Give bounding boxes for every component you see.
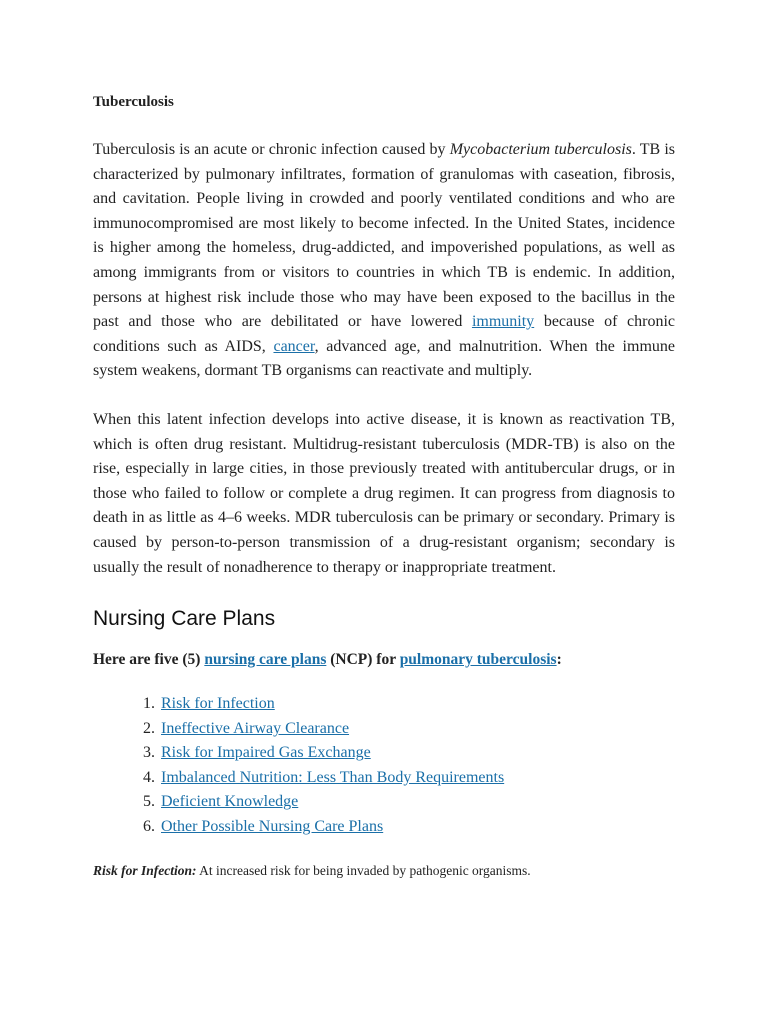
paragraph-intro-text-2: . TB is characterized by pulmonary infiltrates, formation of granulomas with caseation, fibrosis, and cavitation. People living in crowded and poorly ventilated conditions and who are immunocompromised are most likely to become infected. In the United States, incidence is higher among the homeless, drug-addicted, and impoverished populations, as well as among immigrants from or visitors to countries in which TB is endemic. In addition, persons at highest risk include those who may have been exposed to the bacillus in the past and those who are debilitated or have lowered: [93, 141, 676, 331]
care-plan-link-airway-clearance[interactable]: Ineffective Airway Clearance: [161, 719, 350, 737]
care-plans-list: [93, 692, 675, 840]
nursing-care-plans-link[interactable]: nursing care plans: [204, 651, 327, 669]
list-item: [159, 766, 675, 791]
paragraph-intro-text-3: because of chronic conditions such as AIDS,: [93, 313, 675, 355]
cancer-link[interactable]: cancer: [273, 337, 315, 355]
paragraph-reactivation: When this latent infection develops into active disease, it is known as reactivation TB, which is often drug resistant. Multidrug-resistant tuberculosis (MDR-TB) is also on the rise, especially in large cities, in those previously treated with antitubercular drugs, or in those who failed to follow or complete a drug regimen. It can progress from diagnosis to death in as little as 4–6 weeks. MDR tuberculosis can be primary or secondary. Primary is caused by person-to-person transmission of a drug-resistant organism; secondary is usually the result of nonadherence to therapy or inappropriate treatment.: [93, 410, 675, 576]
immunity-link[interactable]: immunity: [471, 313, 535, 331]
definition-text: At increased risk for being invaded by pathogenic organisms.: [196, 862, 531, 878]
definition-term: Risk for Infection:: [93, 862, 197, 878]
document-title: Tuberculosis: [93, 94, 174, 110]
document-page: [93, 90, 675, 882]
species-name: Mycobacterium tuberculosis: [449, 141, 632, 158]
list-item: [159, 717, 675, 742]
paragraph-intro-text-4: , advanced age, and malnutrition. When the immune system weakens, dormant TB organisms can reactivate and multiply.: [93, 337, 675, 380]
paragraph-intro: [93, 138, 675, 384]
care-plan-link-risk-for-infection[interactable]: Risk for Infection: [161, 695, 275, 713]
care-plans-intro: [93, 648, 675, 672]
list-item: [159, 790, 675, 815]
care-plan-link-other[interactable]: Other Possible Nursing Care Plans: [161, 818, 384, 836]
list-item: [159, 692, 675, 717]
definition-note: [93, 860, 675, 882]
care-plans-intro-text-2: (NCP) for: [326, 651, 400, 669]
care-plans-intro-text-1: Here are five (5): [93, 651, 205, 669]
care-plan-link-nutrition[interactable]: Imbalanced Nutrition: Less Than Body Requirements: [161, 768, 505, 786]
pulmonary-tuberculosis-link[interactable]: pulmonary tuberculosis: [399, 651, 557, 669]
care-plan-link-gas-exchange[interactable]: Risk for Impaired Gas Exchange: [161, 744, 371, 762]
care-plan-link-deficient-knowledge[interactable]: Deficient Knowledge: [161, 793, 299, 811]
paragraph-intro-text-1: Tuberculosis is an acute or chronic infection caused by: [93, 141, 450, 158]
list-item: [159, 741, 675, 766]
list-item: [159, 815, 675, 840]
section-heading: Nursing Care Plans: [93, 607, 276, 631]
care-plans-intro-text-3: :: [556, 651, 562, 669]
